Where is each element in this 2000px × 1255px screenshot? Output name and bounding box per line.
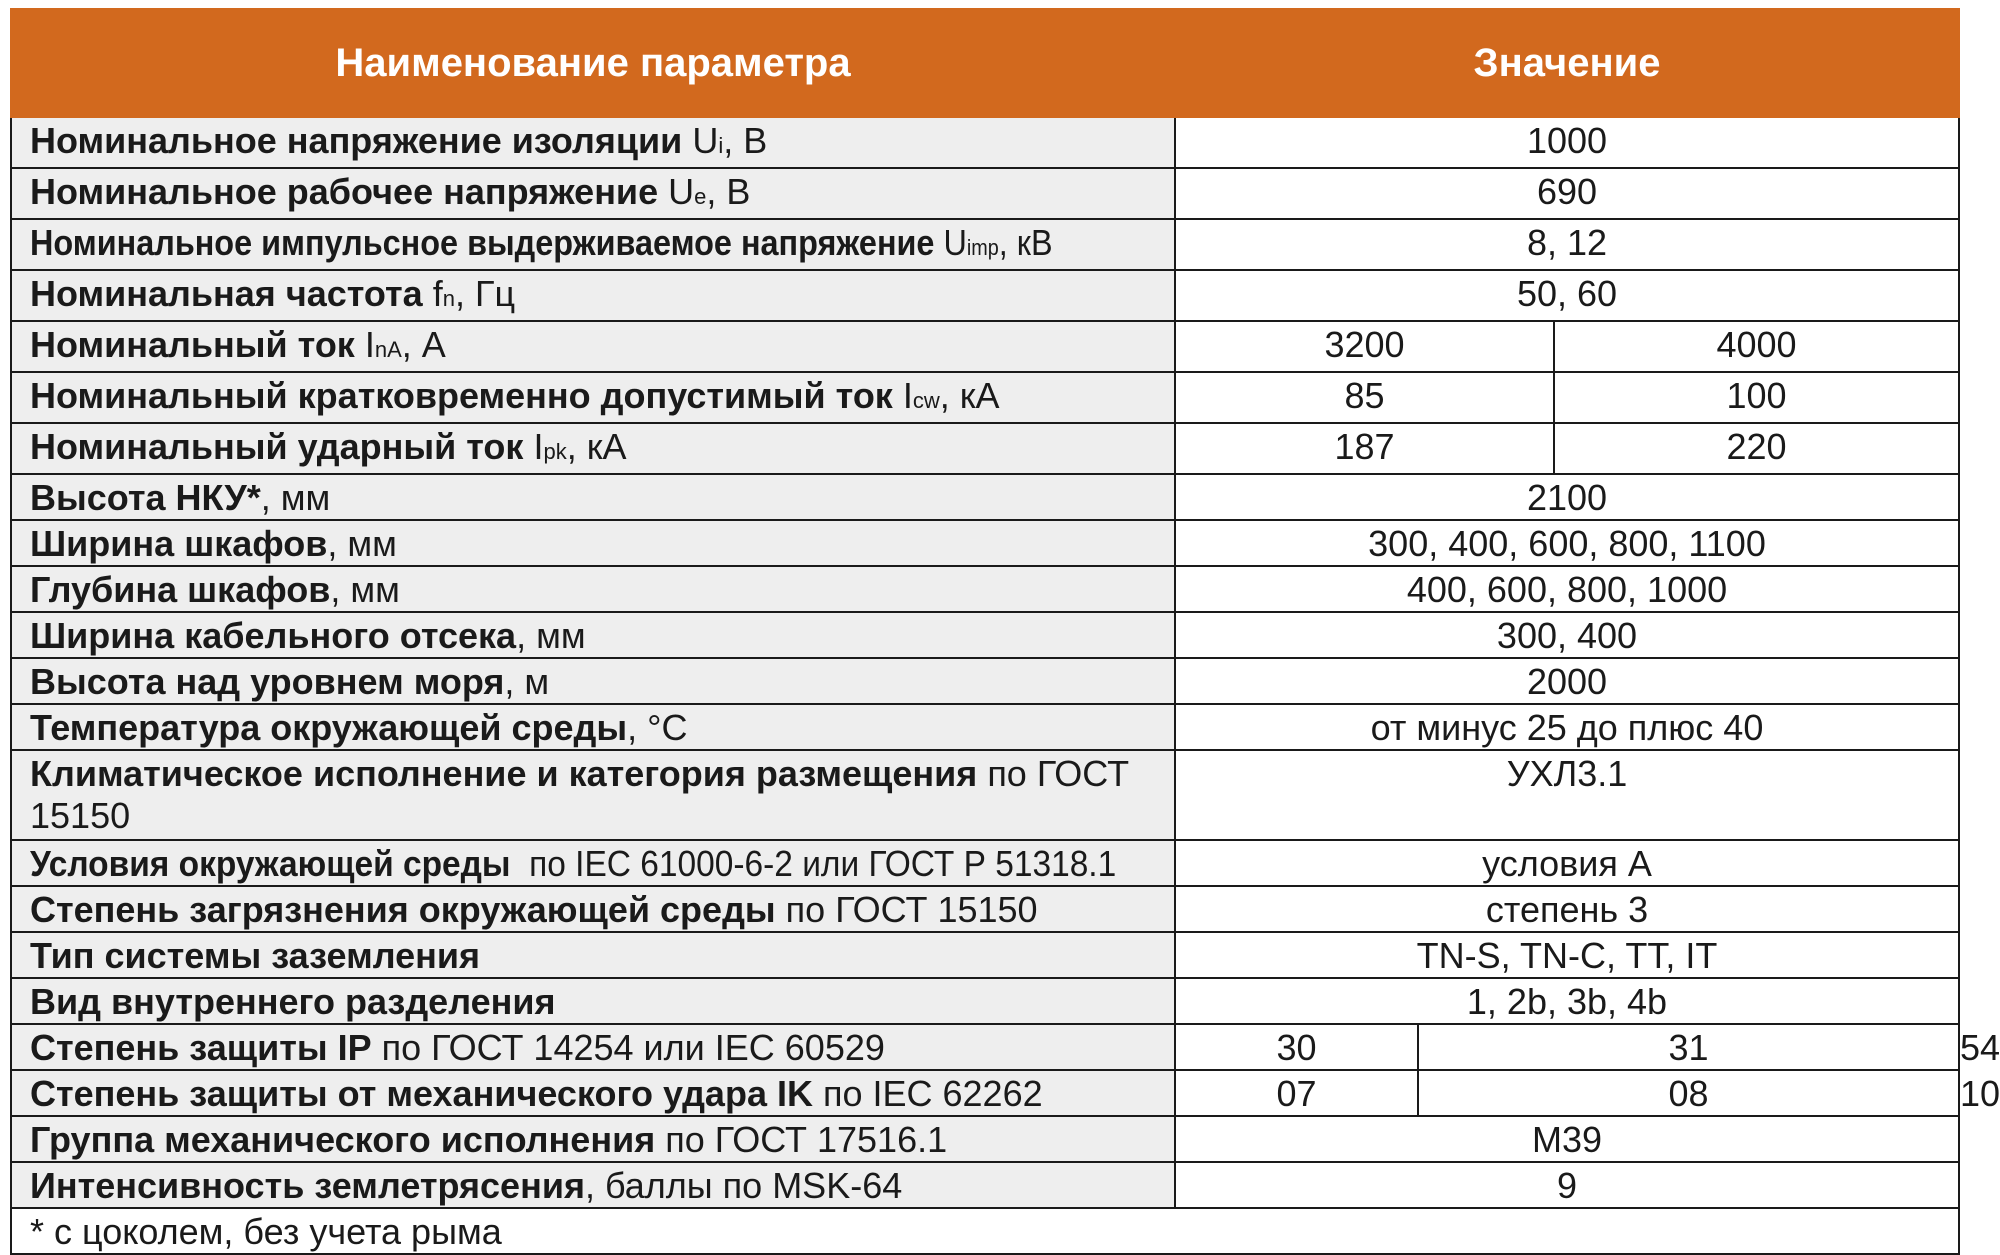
param-name: Номинальный ток: [30, 324, 355, 365]
param-name: Номинальное импульсное выдерживаемое напряжение: [30, 222, 935, 263]
table-row: [11, 612, 1959, 658]
param-name: Ширина кабельного отсека: [30, 615, 517, 656]
param-subscript: nA: [374, 337, 402, 362]
param-subscript: n: [442, 286, 455, 311]
param-name: Температура окружающей среды: [30, 707, 628, 748]
value-cell: 1, 2b, 3b, 4b: [1175, 978, 1959, 1024]
param-unit: , А: [401, 324, 446, 365]
param-unit: , Гц: [454, 273, 516, 314]
param-rest: , мм: [516, 615, 586, 656]
table-row: [11, 1116, 1959, 1162]
param-name: Климатическое исполнение и категория размещения: [30, 753, 978, 794]
param-cell: [11, 270, 1175, 321]
param-cell: [11, 520, 1175, 566]
param-symbol: U: [692, 120, 719, 161]
param-symbol: I: [364, 324, 375, 365]
param-cell: [11, 321, 1175, 372]
param-name: Номинальное напряжение изоляции: [30, 120, 683, 161]
header-value: Значение: [1175, 9, 1959, 117]
param-cell: [11, 1024, 1175, 1070]
param-cell: [11, 750, 1175, 840]
param-cell: [11, 117, 1175, 168]
param-rest: , мм: [330, 569, 400, 610]
param-unit: , кА: [939, 375, 1000, 416]
param-name: Степень загрязнения окружающей среды: [30, 889, 776, 930]
value-cell: 100: [1554, 372, 1959, 423]
value-cell: УХЛ3.1: [1175, 750, 1959, 840]
param-unit: , кВ: [998, 222, 1053, 263]
table-row: Степень защиты IP по ГОСТ 14254 или IEC 60529 30 31 54: [11, 1024, 1959, 1070]
param-name: Степень защиты от механического удара IK: [30, 1073, 813, 1114]
table-row: [11, 423, 1959, 474]
param-name: Вид внутреннего разделения: [30, 981, 556, 1022]
value-cell: 9: [1175, 1162, 1959, 1208]
table-row: [11, 704, 1959, 750]
value-cell: степень 3: [1175, 886, 1959, 932]
param-symbol: U: [943, 222, 967, 263]
param-cell: [11, 658, 1175, 704]
param-cell: [11, 423, 1175, 474]
table-row: [11, 886, 1959, 932]
value-cell: от минус 25 до плюс 40: [1175, 704, 1959, 750]
param-symbol: I: [902, 375, 913, 416]
value-cell: 50, 60: [1175, 270, 1959, 321]
param-rest: , мм: [260, 477, 331, 518]
table-row: [11, 168, 1959, 219]
footnote-row: [11, 1208, 1959, 1254]
param-unit: , кА: [566, 426, 627, 467]
value-cell: 85: [1175, 372, 1554, 423]
value-cell: 2000: [1175, 658, 1959, 704]
table-row: [11, 219, 1959, 270]
param-rest: , м: [504, 661, 550, 702]
table-row: [11, 520, 1959, 566]
param-cell: [11, 474, 1175, 520]
value-cell: 30: [1175, 1024, 1418, 1070]
param-name: Номинальный ударный ток: [30, 426, 524, 467]
value-cell: 1000: [1175, 117, 1959, 168]
param-subscript: pk: [543, 439, 567, 464]
header-parameter-name: Наименование параметра: [11, 9, 1175, 117]
param-rest: по ГОСТ 15150: [30, 753, 1130, 836]
parameters-table-container: [10, 8, 2000, 1255]
value-cell: 300, 400: [1175, 612, 1959, 658]
table-row: [11, 321, 1959, 372]
value-cell: 31: [1418, 1024, 1959, 1070]
param-rest: по IEC 62262: [812, 1073, 1043, 1114]
value-cell: М39: [1175, 1116, 1959, 1162]
table-row: [11, 372, 1959, 423]
param-cell: [11, 840, 1175, 886]
parameters-table: [10, 8, 2000, 1255]
value-cell: 8, 12: [1175, 219, 1959, 270]
param-name: Номинальный кратковременно допустимый ток: [30, 375, 893, 416]
param-name: Номинальная частота: [30, 273, 423, 314]
table-row: Степень защиты от механического удара IK по IEC 62262 07 08 10: [11, 1070, 1959, 1116]
table-header-row: [11, 9, 1959, 117]
param-cell: [11, 704, 1175, 750]
table-row: [11, 1162, 1959, 1208]
value-cell: 4000: [1554, 321, 1959, 372]
param-cell: [11, 932, 1175, 978]
param-subscript: imp: [966, 235, 999, 260]
param-cell: [11, 886, 1175, 932]
table-row: [11, 978, 1959, 1024]
param-symbol: I: [533, 426, 544, 467]
table-row: [11, 566, 1959, 612]
param-unit: , В: [706, 171, 751, 212]
value-cell: 300, 400, 600, 800, 1100: [1175, 520, 1959, 566]
table-row: [11, 750, 1959, 840]
param-symbol: U: [668, 171, 695, 212]
param-text: [30, 843, 1116, 885]
value-cell: 690: [1175, 168, 1959, 219]
param-name: Номинальное рабочее напряжение: [30, 171, 659, 212]
param-name: Высота НКУ*: [30, 477, 261, 518]
param-rest: , баллы по MSK-64: [584, 1165, 903, 1206]
param-cell: [11, 566, 1175, 612]
param-cell: [11, 1070, 1175, 1116]
param-name: Глубина шкафов: [30, 569, 331, 610]
param-name: Группа механического исполнения: [30, 1119, 656, 1160]
table-row: [11, 270, 1959, 321]
value-cell: 3200: [1175, 321, 1554, 372]
param-name: Условия окружающей среды: [30, 843, 511, 884]
param-cell: [11, 1162, 1175, 1208]
value-cell: 187: [1175, 423, 1554, 474]
param-subscript: e: [694, 184, 707, 209]
param-rest: , °С: [627, 707, 688, 748]
value-cell: условия А: [1175, 840, 1959, 886]
param-unit: , В: [723, 120, 768, 161]
param-cell: [11, 1116, 1175, 1162]
param-symbol: f: [432, 273, 443, 314]
value-cell: 400, 600, 800, 1000: [1175, 566, 1959, 612]
param-cell: [11, 978, 1175, 1024]
footnote: * с цоколем, без учета рыма: [11, 1208, 1959, 1254]
param-name: Тип системы заземления: [30, 935, 480, 976]
param-subscript: i: [718, 133, 724, 158]
value-cell: 08: [1418, 1070, 1959, 1116]
param-cell: [11, 372, 1175, 423]
param-name: Высота над уровнем моря: [30, 661, 505, 702]
param-rest: по ГОСТ 14254 или IEC 60529: [371, 1027, 885, 1068]
param-cell: [11, 612, 1175, 658]
param-cell: [11, 168, 1175, 219]
value-cell: 220: [1554, 423, 1959, 474]
table-row: [11, 658, 1959, 704]
value-cell: 2100: [1175, 474, 1959, 520]
param-rest: по ГОСТ 15150: [775, 889, 1038, 930]
table-row: [11, 474, 1959, 520]
param-name: Интенсивность землетрясения: [30, 1165, 585, 1206]
param-text: [30, 222, 1053, 269]
param-name: Степень защиты IP: [30, 1027, 372, 1068]
table-row: [11, 932, 1959, 978]
table-row: [11, 117, 1959, 168]
param-rest: по ГОСТ 17516.1: [655, 1119, 948, 1160]
param-cell: [11, 219, 1175, 270]
param-rest: , мм: [327, 523, 397, 564]
param-subscript: cw: [912, 388, 940, 413]
value-cell: 07: [1175, 1070, 1418, 1116]
param-name: Ширина шкафов: [30, 523, 328, 564]
value-cell: TN-S, TN-C, TT, IT: [1175, 932, 1959, 978]
table-row: [11, 840, 1959, 886]
param-rest: по IEC 61000-6-2 или ГОСТ Р 51318.1: [510, 843, 1117, 884]
